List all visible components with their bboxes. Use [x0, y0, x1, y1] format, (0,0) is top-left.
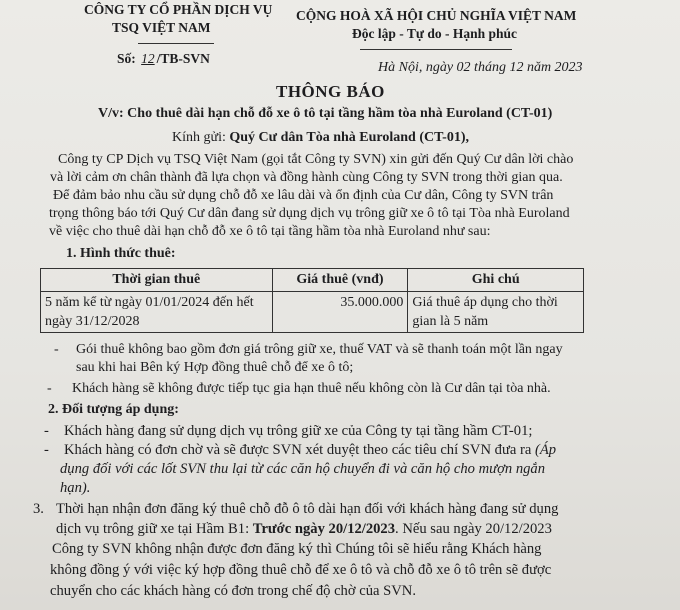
subject-label: V/v:	[98, 106, 124, 121]
section-3-line: chuyển cho các khách hàng có đơn trong chế độ chờ của SVN.	[50, 583, 416, 599]
bullet-item-text: Khách hàng có đơn chờ và sẽ được SVN xét duyệt theo các tiêu chí SVN đưa ra	[64, 442, 532, 458]
intro-line: trọng thông báo tới Quý Cư dân đang sử dụng dịch vụ trông giữ xe ô tô tại Tòa nhà Euroland	[49, 206, 570, 221]
section-3-line: Công ty SVN không nhận được đơn đăng ký thì Chúng tôi sẽ hiểu rằng Khách hàng	[52, 541, 542, 557]
motto-underline	[360, 49, 512, 50]
greeting-label: Kính gửi:	[172, 130, 226, 145]
company-underline	[138, 43, 214, 44]
column-header-note: Ghi chú	[408, 269, 584, 292]
document-number-label: Số:	[117, 51, 136, 66]
document-number-suffix: /TB-SVN	[156, 51, 210, 66]
company-name-line1: CÔNG TY CỔ PHẦN DỊCH VỤ	[84, 2, 273, 17]
document-title: THÔNG BÁO	[276, 82, 385, 101]
document-number	[117, 51, 210, 67]
bullet-item: Khách hàng đang sử dụng dịch vụ trông giữ xe của Công ty tại tầng hầm CT-01;	[64, 423, 533, 439]
greeting-line	[172, 130, 469, 146]
table-row	[41, 292, 584, 333]
column-header-period: Thời gian thuê	[41, 269, 273, 292]
bullet-item	[64, 442, 556, 459]
section-3-number: 3.	[33, 501, 44, 517]
bullet-item-note: hạn).	[60, 480, 91, 496]
section-3-deadline: Trước ngày 20/12/2023	[252, 521, 396, 537]
bullet-item-note: dụng đối với các lốt SVN thu lại từ các căn hộ chuyển đi và căn hộ cho mượn ngắn	[60, 461, 546, 477]
document-date: Hà Nội, ngày 02 tháng 12 năm 2023	[378, 60, 583, 75]
section-3-line: Thời hạn nhận đơn đăng ký thuê chỗ đỗ ô tô dài hạn đối với khách hàng đang sử dụng	[56, 501, 559, 517]
subject-line	[98, 106, 552, 122]
cell-note: Giá thuê áp dụng cho thời gian là 5 năm	[408, 292, 584, 333]
section-1-heading: 1. Hình thức thuê:	[66, 246, 176, 261]
column-header-price: Giá thuê (vnđ)	[272, 269, 408, 292]
rental-fee-table	[40, 268, 584, 333]
greeting-recipient: Quý Cư dân Tòa nhà Euroland (CT-01),	[229, 130, 469, 145]
bullet-item: Gói thuê không bao gồm đơn giá trông giữ xe, thuế VAT và sẽ thanh toán một lần ngay	[76, 342, 563, 357]
section-3-line	[56, 521, 552, 538]
intro-line: Công ty CP Dịch vụ TSQ Việt Nam (gọi tắt Công ty SVN) xin gửi đến Quý Cư dân lời chào	[58, 152, 574, 167]
nation-title: CỘNG HOÀ XÃ HỘI CHỦ NGHĨA VIỆT NAM	[296, 8, 577, 23]
company-name-line2: TSQ VIỆT NAM	[112, 20, 211, 35]
bullet-dash: -	[54, 342, 59, 357]
intro-line: và lời cảm ơn chân thành đã lựa chọn và đồng hành cùng Công ty SVN trong thời gian qua.	[50, 170, 563, 185]
section-3-text: dịch vụ trông giữ xe tại Hầm B1:	[56, 521, 250, 537]
document-number-value: 12	[141, 51, 155, 66]
bullet-dash: -	[44, 423, 49, 439]
national-motto: Độc lập - Tự do - Hạnh phúc	[352, 26, 518, 41]
bullet-item-note: (Áp	[534, 442, 557, 458]
intro-line: về việc cho thuê dài hạn chỗ đỗ xe ô tô tại tầng hầm tòa nhà Euroland như sau:	[49, 224, 491, 239]
cell-price: 35.000.000	[272, 292, 408, 333]
bullet-item-continuation: sau khi hai Bên ký Hợp đồng thuê chỗ để xe ô tô;	[76, 360, 354, 375]
section-3-text: . Nếu sau ngày 20/12/2023	[395, 521, 552, 537]
bullet-dash: -	[44, 442, 49, 458]
bullet-item: Khách hàng sẽ không được tiếp tục gia hạn thuê nếu không còn là Cư dân tại tòa nhà.	[72, 381, 551, 396]
cell-period: 5 năm kể từ ngày 01/01/2024 đến hết ngày 31/12/2028	[41, 292, 273, 333]
table-header-row	[41, 269, 584, 292]
section-3-line: không đồng ý với việc ký hợp đồng thuê chỗ để xe ô tô và chỗ đỗ xe ô tô trên sẽ được	[50, 562, 552, 578]
subject-text: Cho thuê dài hạn chỗ đỗ xe ô tô tại tầng hầm tòa nhà Euroland (CT-01)	[127, 106, 553, 121]
section-2-heading: 2. Đối tượng áp dụng:	[48, 402, 179, 417]
intro-line: Để đảm bảo nhu cầu sử dụng chỗ đỗ xe lâu dài và ổn định của Cư dân, Công ty SVN trân	[53, 188, 554, 203]
bullet-dash: -	[47, 381, 52, 396]
